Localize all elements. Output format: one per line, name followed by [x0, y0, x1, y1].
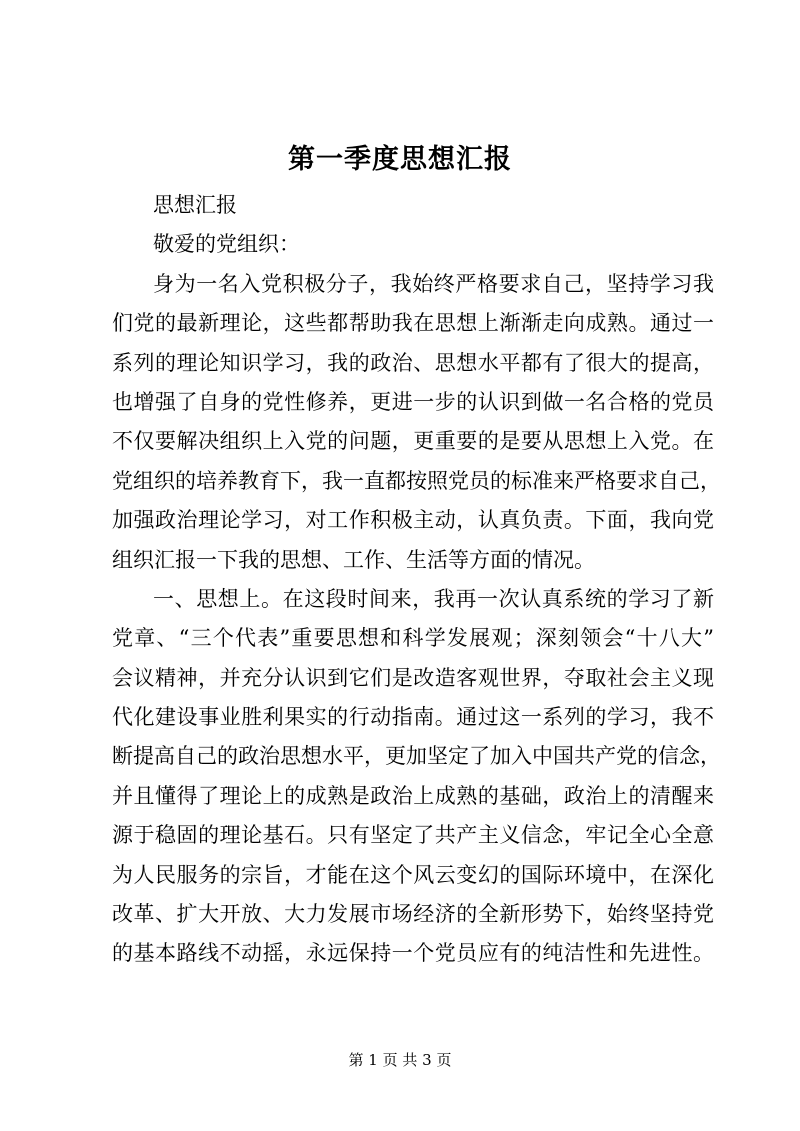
document-title: 第一季度思想汇报 — [288, 144, 512, 175]
salutation-line: 敬爱的党组织： — [153, 232, 300, 257]
paragraph-1-line: 也增强了自身的党性修养，更进一步的认识到做一名合格的党员 — [112, 389, 714, 414]
paragraph-1-line: 组织汇报一下我的思想、工作、生活等方面的情况。 — [112, 547, 595, 572]
paragraph-1-line: 加强政治理论学习，对工作积极主动，认真负责。下面，我向党 — [112, 508, 714, 533]
paragraph-1-line: 系列的理论知识学习，我的政治、思想水平都有了很大的提高， — [112, 350, 714, 375]
paragraph-2-line: 并且懂得了理论上的成熟是政治上成熟的基础，政治上的清醒来 — [112, 783, 714, 808]
paragraph-2-line: 为人民服务的宗旨，才能在这个风云变幻的国际环境中，在深化 — [112, 862, 714, 887]
paragraph-2-line: 代化建设事业胜利果实的行动指南。通过这一系列的学习，我不 — [112, 705, 714, 730]
paragraph-2-line: 源于稳固的理论基石。只有坚定了共产主义信念，牢记全心全意 — [112, 823, 714, 848]
paragraph-2-line: 的基本路线不动摇，永远保持一个党员应有的纯洁性和先进性。 — [112, 941, 714, 966]
paragraph-2-line: 党章、“三个代表”重要思想和科学发展观；深刻领会“十八大” — [112, 626, 714, 651]
paragraph-2-line: 会议精神，并充分认识到它们是改造客观世界，夺取社会主义现 — [112, 665, 714, 690]
paragraph-2-line: 改革、扩大开放、大力发展市场经济的全新形势下，始终坚持党 — [112, 902, 714, 927]
paragraph-1-line: 身为一名入党积极分子，我始终严格要求自己，坚持学习我 — [153, 271, 714, 296]
paragraph-2-line: 断提高自己的政治思想水平，更加坚定了加入中国共产党的信念， — [112, 744, 721, 769]
page-footer: 第 1 页 共 3 页 — [348, 1051, 452, 1069]
paragraph-1-line: 不仅要解决组织上入党的问题，更重要的是要从思想上入党。在 — [112, 429, 714, 454]
document-body — [112, 186, 721, 974]
heading-line: 思想汇报 — [153, 193, 237, 217]
paragraph-1-line: 党组织的培养教育下，我一直都按照党员的标准来严格要求自己， — [112, 468, 721, 493]
paragraph-1-line: 们党的最新理论，这些都帮助我在思想上渐渐走向成熟。通过一 — [112, 311, 714, 336]
paragraph-2-line: 一、思想上。在这段时间来，我再一次认真系统的学习了新 — [153, 586, 714, 611]
